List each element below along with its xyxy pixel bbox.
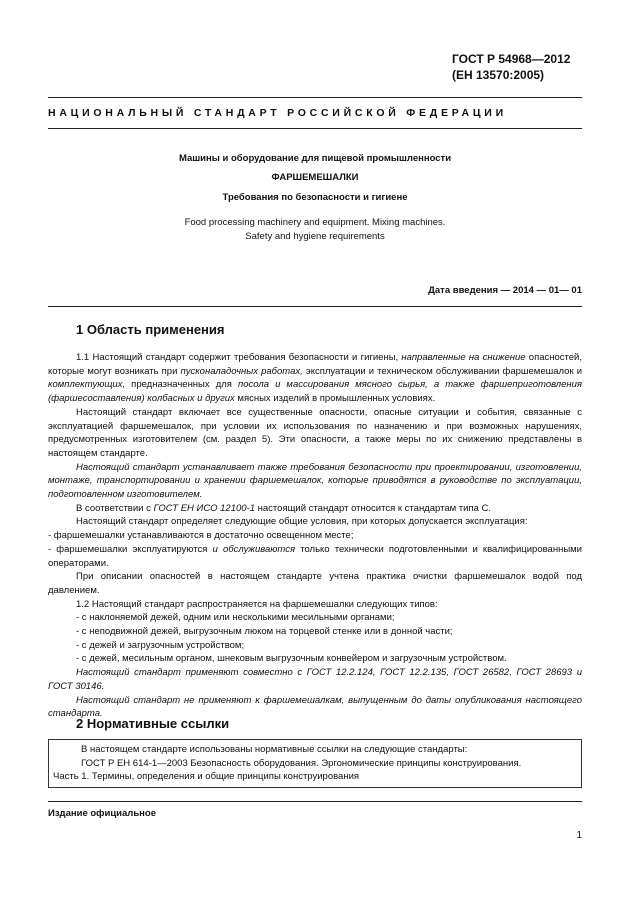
italic-text-run: посола и массирования мясного сырья, а также фаршеприготовления (фаршесоставления) колбасных и других [48,379,582,405]
paragraph-1-1 [48,351,582,406]
category-title: Машины и оборудование для пищевой промышленности [178,153,452,164]
text-run: - фаршемешалки эксплуатируются [48,543,213,555]
type-screw-conveyor: - с дежей, месильным органом, шнековым выгрузочным конвейером и загрузочным устройством. [76,653,507,665]
normative-references-box [48,739,582,788]
type-tilting-bowl: - с наклоняемой дежей, одним или несколькими месильными органами; [76,612,395,624]
english-title [48,216,582,244]
english-title-line-2: Safety and hygiene requirements [245,231,385,242]
italic-text-run: комплектующих, [48,379,126,391]
title-divider [48,128,582,129]
italic-text-run: ГОСТ ЕН ИСО 12100-1 [153,502,255,514]
paragraph-joint-standards: Настоящий стандарт применяют совместно с ГОСТ 12.2.124, ГОСТ 12.2.135, ГОСТ 26582, ГОСТ 28693 и ГОСТ 30146. [48,667,582,692]
paragraph-not-applied: Настоящий стандарт не применяют к фаршемешалкам, выпущенным до даты опубликования настоящего стандарта. [48,694,582,720]
italic-text-run: пусконаладочных работах, [180,365,303,377]
references-intro: В настоящем стандарте использованы нормативные ссылки на следующие стандарты: [81,744,468,755]
official-edition-label: Издание официальное [48,808,156,819]
standard-code: ГОСТ Р 54968—2012 [452,52,571,66]
equivalent-code: (ЕН 13570:2005) [452,68,545,82]
standard-code-block [452,51,570,83]
reference-gost-614-1: ГОСТ Р ЕН 614-1—2003 Безопасность оборудования. Эргономические принципы конструирования. [81,757,522,769]
condition-lighting: - фаршемешалки устанавливаются в достаточно освещенном месте; [48,530,354,542]
paragraph-type-c [48,502,582,516]
reference-gost-614-1-part: Часть 1. Термины, определения и общие принципы конструирования [53,771,360,783]
text-run: опасностей, которые могут возникать при [48,352,582,377]
text-run: мясных изделий в промышленных условиях. [234,393,436,405]
paragraph-design-requirements: Настоящий стандарт устанавливает также требования безопасности при проектировании, изготовлении, монтаже, транспортировании и хранении фаршемешалок, которые приводятся в руководстве по эксплуатации, подготовленном изготовителем. [48,461,582,501]
paragraph-water-cleaning: При описании опасностей в настоящем стандарте учтена практика очистки фаршемешалок водой под давлением. [48,571,582,596]
text-run: настоящий стандарт относится к стандартам типа С. [255,502,492,514]
italic-text-run: направленные на снижение [401,352,526,363]
intro-date [428,285,582,296]
page-number: 1 [576,830,582,841]
paragraph-1-2: 1.2 Настоящий стандарт распространяется на фаршемешалки следующих типов: [76,598,438,610]
section-2-heading: 2 Нормативные ссылки [76,716,230,731]
intro-date-label: Дата введения [428,285,499,296]
intro-date-value: — 2014 — 01— 01 [500,285,582,296]
product-title: ФАРШЕМЕШАЛКИ [271,172,359,183]
paragraph-conditions: Настоящий стандарт определяет следующие общие условия, при которых допускается эксплуатация: [76,516,528,528]
text-run: 1.1 Настоящий стандарт содержит требования безопасности и гигиены, [76,352,402,363]
text-run: только технически подготовленными и квалифицированными операторами. [48,543,582,569]
text-run: эксплуатации и техническом обслуживании фаршемешалок и [302,365,582,377]
top-divider [48,97,582,98]
italic-text-run: и обслуживаются [212,543,296,555]
section-1-heading: 1 Область применения [76,322,225,337]
section-1-body [48,351,582,721]
date-divider [48,306,582,307]
text-run: предназначенных для [125,379,239,391]
national-standard-title: НАЦИОНАЛЬНЫЙ СТАНДАРТ РОССИЙСКОЙ ФЕДЕРАЦИИ [48,107,507,119]
subject-title: Требования по безопасности и гигиене [222,192,408,203]
condition-operators [48,543,582,570]
text-run: В соответствии с [76,502,154,514]
paragraph-scope-hazards: Настоящий стандарт включает все существенные опасности, опасные ситуации и события, связанные с эксплуатацией фаршемешалок, при условии их использования по назначению и при возможных нарушениях, предусмотренных изготовителем (см. раздел 5). Эти опасности, а также меры по их снижению представлены в настоящем стандарте. [48,406,582,459]
type-loading-device: - с дежей и загрузочным устройством; [76,639,245,651]
english-title-line-1: Food processing machinery and equipment. Mixing machines. [184,217,446,228]
type-fixed-bowl: - с неподвижной дежей, выгрузочным люком на торцевой стенке или в донной части; [76,626,453,638]
footer-divider [48,801,582,802]
